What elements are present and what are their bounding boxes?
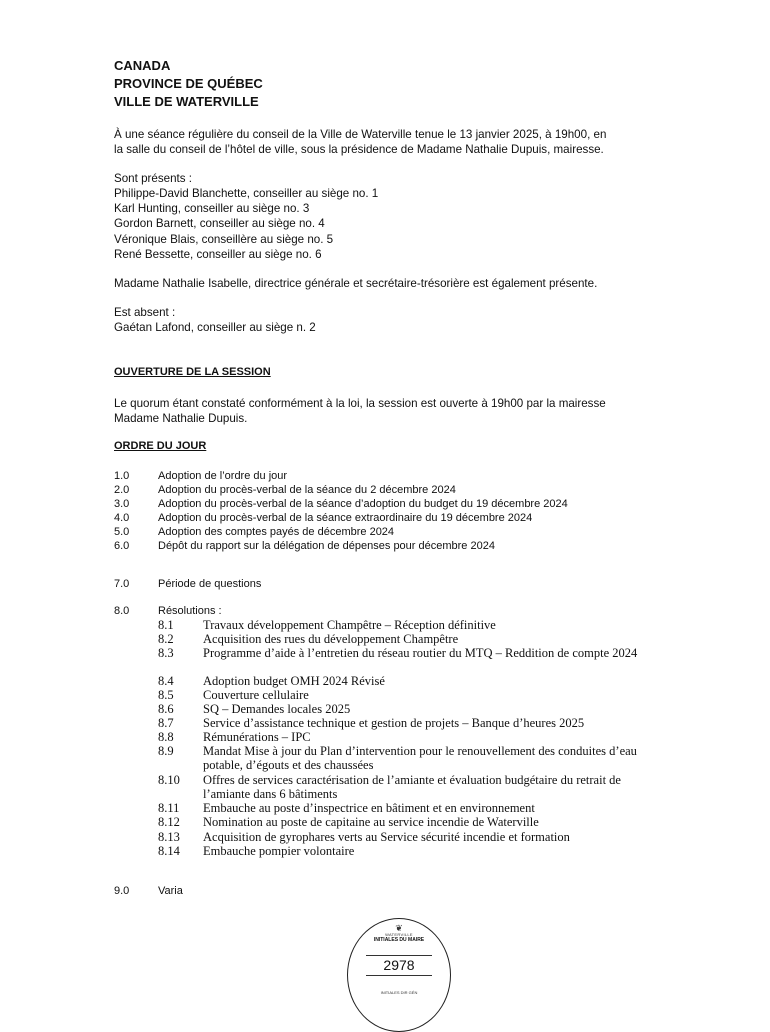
agenda-item-label: Adoption des comptes payés de décembre 2024 [158,526,395,538]
opening-line-2: Madame Nathalie Dupuis. [114,412,248,425]
agenda-item-label: Période de questions [158,578,262,590]
resolution-label: Embauche au poste d’inspectrice en bâtiment et en environnement [203,801,535,815]
opening-line-1: Le quorum étant constaté conformément à la loi, la session est ouverte à 19h00 par la mairesse [114,397,606,410]
header-province: PROVINCE DE QUÉBEC [114,76,263,91]
agenda-item-number: 5.0 [114,526,130,538]
resolution-label: Acquisition des rues du développement Champêtre [203,632,459,646]
agenda-item-label: Adoption du procès-verbal de la séance d’adoption du budget du 19 décembre 2024 [158,498,568,510]
section-heading-opening: OUVERTURE DE LA SESSION [114,366,271,378]
agenda-item-label: Adoption du procès-verbal de la séance du 2 décembre 2024 [158,484,456,496]
resolution-label: Rémunérations – IPC [203,730,311,744]
resolution-label: Nomination au poste de capitaine au service incendie de Waterville [203,815,539,829]
resolution-label: Adoption budget OMH 2024 Révisé [203,674,385,688]
agenda-item-label: Résolutions : [158,605,222,617]
waterville-logo-icon: ❦ [395,923,403,933]
agenda-item-label: Varia [158,885,183,897]
resolution-number: 8.10 [158,773,180,787]
agenda-item-label: Adoption de l’ordre du jour [158,470,288,482]
resolution-number: 8.14 [158,844,180,858]
resolution-number: 8.3 [158,646,174,660]
resolution-label: Programme d’aide à l’entretien du réseau routier du MTQ – Reddition de compte 2024 [203,646,638,660]
resolution-label: Service d’assistance technique et gestion de projets – Banque d’heures 2025 [203,716,585,730]
resolution-label: Acquisition de gyrophares verts au Service sécurité incendie et formation [203,830,570,844]
resolution-label: SQ – Demandes locales 2025 [203,702,351,716]
resolution-number: 8.6 [158,702,174,716]
stamp-number: 2978 [383,957,415,973]
agenda-item-number: 9.0 [114,885,130,897]
resolution-label: Couverture cellulaire [203,688,309,702]
stamp-divider [366,955,432,956]
intro-line-1: À une séance régulière du conseil de la Ville de Waterville tenue le 13 janvier 2025, à 19h00, en [114,128,607,141]
header-city: VILLE DE WATERVILLE [114,94,259,109]
present-member: René Bessette, conseiller au siège no. 6 [114,248,322,261]
resolution-number: 8.5 [158,688,174,702]
resolution-label: Embauche pompier volontaire [203,844,355,858]
present-member: Gordon Barnett, conseiller au siège no. 4 [114,217,325,230]
initials-stamp [347,918,451,1032]
agenda-item-label: Adoption du procès-verbal de la séance extraordinaire du 19 décembre 2024 [158,512,533,524]
stamp-logo-name: WATERVILLE [385,932,413,937]
resolution-number: 8.1 [158,618,174,632]
agenda-item-number: 6.0 [114,540,130,552]
agenda-item-number: 7.0 [114,578,130,590]
agenda-item-number: 3.0 [114,498,130,510]
stamp-caption-director: INITIALES DIR GÉN [380,990,418,995]
intro-line-2: la salle du conseil de l’hôtel de ville, sous la présidence de Madame Nathalie Dupuis, mairesse. [114,143,604,156]
resolution-number: 8.13 [158,830,180,844]
present-member: Karl Hunting, conseiller au siège no. 3 [114,202,310,215]
agenda-item-number: 2.0 [114,484,130,496]
resolution-number: 8.7 [158,716,174,730]
agenda-item-number: 4.0 [114,512,130,524]
absent-heading: Est absent : [114,306,176,319]
resolution-number: 8.11 [158,801,180,815]
present-heading: Sont présents : [114,172,192,185]
present-member: Philippe-David Blanchette, conseiller au siège no. 1 [114,187,379,200]
stamp-caption-mayor: INITIALES DU MAIRE [373,937,425,943]
agenda-item-number: 8.0 [114,605,130,617]
resolution-number: 8.9 [158,744,174,758]
header-country: CANADA [114,58,171,73]
resolution-number: 8.4 [158,674,174,688]
stamp-divider [366,975,432,976]
resolution-label: Mandat Mise à jour du Plan d’intervention pour le renouvellement des conduites d’eau potable, d’égouts et des chaussées [203,744,637,772]
absent-member: Gaétan Lafond, conseiller au siège n. 2 [114,321,316,334]
agenda-item-label: Dépôt du rapport sur la délégation de dépenses pour décembre 2024 [158,540,495,552]
resolution-label: Offres de services caractérisation de l’amiante et évaluation budgétaire du retrait de l’amiante dans 6 bâtiments [203,773,621,801]
resolution-number: 8.2 [158,632,174,646]
agenda-item-number: 1.0 [114,470,130,482]
section-heading-agenda: ORDRE DU JOUR [114,440,207,452]
resolution-number: 8.8 [158,730,174,744]
director-statement: Madame Nathalie Isabelle, directrice générale et secrétaire-trésorière est également présente. [114,277,598,290]
resolution-label: Travaux développement Champêtre – Réception définitive [203,618,496,632]
resolution-number: 8.12 [158,815,180,829]
present-member: Véronique Blais, conseillère au siège no. 5 [114,233,334,246]
